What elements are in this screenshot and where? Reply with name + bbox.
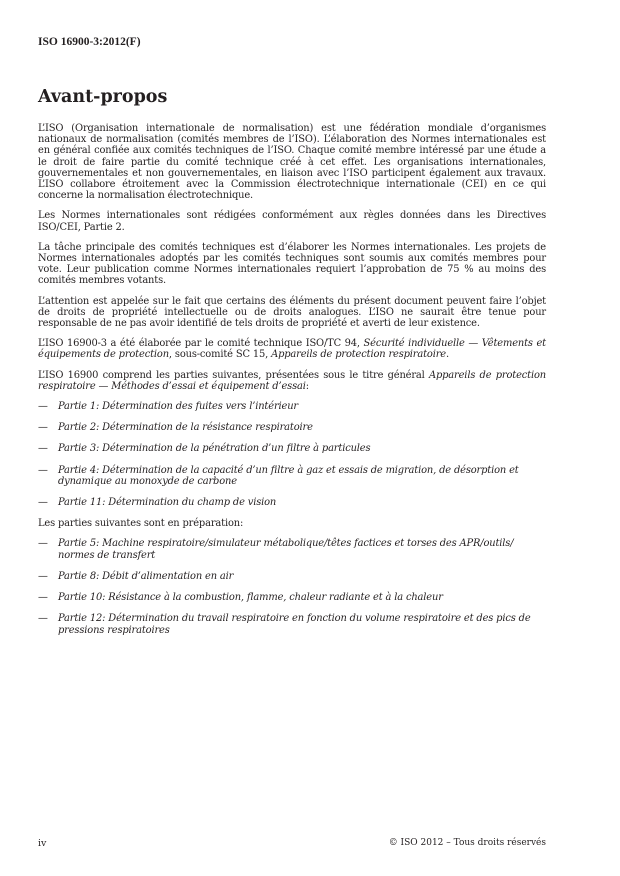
paragraph-parts-intro <box>38 370 546 392</box>
general-title: Appareils de protection respiratoire — Méthodes d’essai et équipement d’essai <box>38 369 546 392</box>
list-item-text: Partie 8: Débit d’alimentation en air <box>58 570 234 582</box>
paragraph-iso-intro: L’ISO (Organisation internationale de normalisation) est une fédération mondiale d’organismes nationaux de normalisation (comités membres de l’ISO). L’élaboration des Normes internationales est en général confiée aux comités techniques de l’ISO. Chaque comité membre intéressé par une étude a le droit de faire partie du comité technique créé à cet effet. Les organisations internationales, gouvernementales et non gouvernementales, en liaison avec l’ISO participent également aux travaux. L’ISO collabore étroitement avec la Commission électrotechnique internationale (CEI) en ce qui concerne la normalisation électrotechnique. <box>38 123 546 202</box>
subcommittee-title: Appareils de protection respiratoire <box>271 349 447 361</box>
list-dash: — <box>38 538 48 550</box>
text-segment: L’ISO 16900 comprend les parties suivantes, présentées sous le titre général <box>38 369 429 381</box>
list-item-text: Partie 5: Machine respiratoire/simulateur métabolique/têtes factices et torses des APR/outils/ normes de transfert <box>58 538 514 561</box>
text-segment: L’ISO 16900-3 a été élaborée par le comité technique ISO/TC 94, <box>38 338 364 350</box>
list-item-text: Partie 1: Détermination des fuites vers l’intérieur <box>58 401 298 413</box>
list-dash: — <box>38 592 48 604</box>
copyright-notice: © ISO 2012 – Tous droits réservés <box>388 838 546 848</box>
list-dash: — <box>38 570 48 582</box>
text-segment: , sous-comité SC 15, <box>168 349 272 361</box>
list-item <box>38 592 546 603</box>
list-dash: — <box>38 497 48 509</box>
text-segment: . <box>446 349 450 361</box>
list-dash: — <box>38 613 48 625</box>
page-title: Avant-propos <box>38 87 168 107</box>
list-item-text: Partie 12: Détermination du travail respiratoire en fonction du volume respiratoire et des pics de pressions respiratoires <box>58 613 531 636</box>
paragraph-directives: Les Normes internationales sont rédigées conformément aux règles données dans les Directives ISO/CEI, Partie 2. <box>38 210 546 233</box>
list-item-text: Partie 10: Résistance à la combustion, flamme, chaleur radiante et à la chaleur <box>58 592 443 604</box>
list-item-text: Partie 11: Détermination du champ de vision <box>58 497 277 509</box>
document-body <box>38 123 546 646</box>
list-item <box>38 497 546 508</box>
list-dash: — <box>38 464 48 476</box>
document-id: ISO 16900-3:2012(F) <box>38 36 141 48</box>
list-item-text: Partie 4: Détermination de la capacité d’un filtre à gaz et essais de migration, de désorption et dynamique au monoxyde de carbone <box>58 464 519 487</box>
list-dash: — <box>38 422 48 434</box>
list-dash: — <box>38 401 48 413</box>
list-item <box>38 422 546 433</box>
list-item-text: Partie 3: Détermination de la pénétration d’un filtre à particules <box>58 443 371 455</box>
list-item <box>38 401 546 412</box>
list-item <box>38 443 546 454</box>
text-segment: : <box>305 380 309 392</box>
committee-title: Sécurité individuelle — Vêtements et équipements de protection <box>38 338 546 361</box>
paragraph-committee-info <box>38 338 546 360</box>
page-number: iv <box>38 838 47 849</box>
paragraph-in-preparation: Les parties suivantes sont en préparation: <box>38 518 244 530</box>
paragraph-technical-committees: La tâche principale des comités techniques est d’élaborer les Normes internationales. Les projets de Normes internationales adoptés par les comités techniques sont soumis aux comités membres pour vote. Leur publication comme Normes internationales requiert l’approbation de 75 % au moins des comités membres votants. <box>38 241 546 287</box>
in-preparation-list <box>38 538 546 635</box>
list-item-text: Partie 2: Détermination de la résistance respiratoire <box>58 422 313 434</box>
published-parts-list <box>38 401 546 508</box>
list-item <box>38 465 546 487</box>
paragraph-patent-rights: L’attention est appelée sur le fait que certains des éléments du présent document peuvent faire l’objet de droits de propriété intellectuelle ou de droits analogues. L’ISO ne saurait être tenue pour responsable de ne pas avoir identifié de tels droits de propriété et averti de leur existence. <box>38 295 546 330</box>
list-item <box>38 538 546 560</box>
list-dash: — <box>38 443 48 455</box>
list-item <box>38 613 546 635</box>
list-item <box>38 571 546 582</box>
